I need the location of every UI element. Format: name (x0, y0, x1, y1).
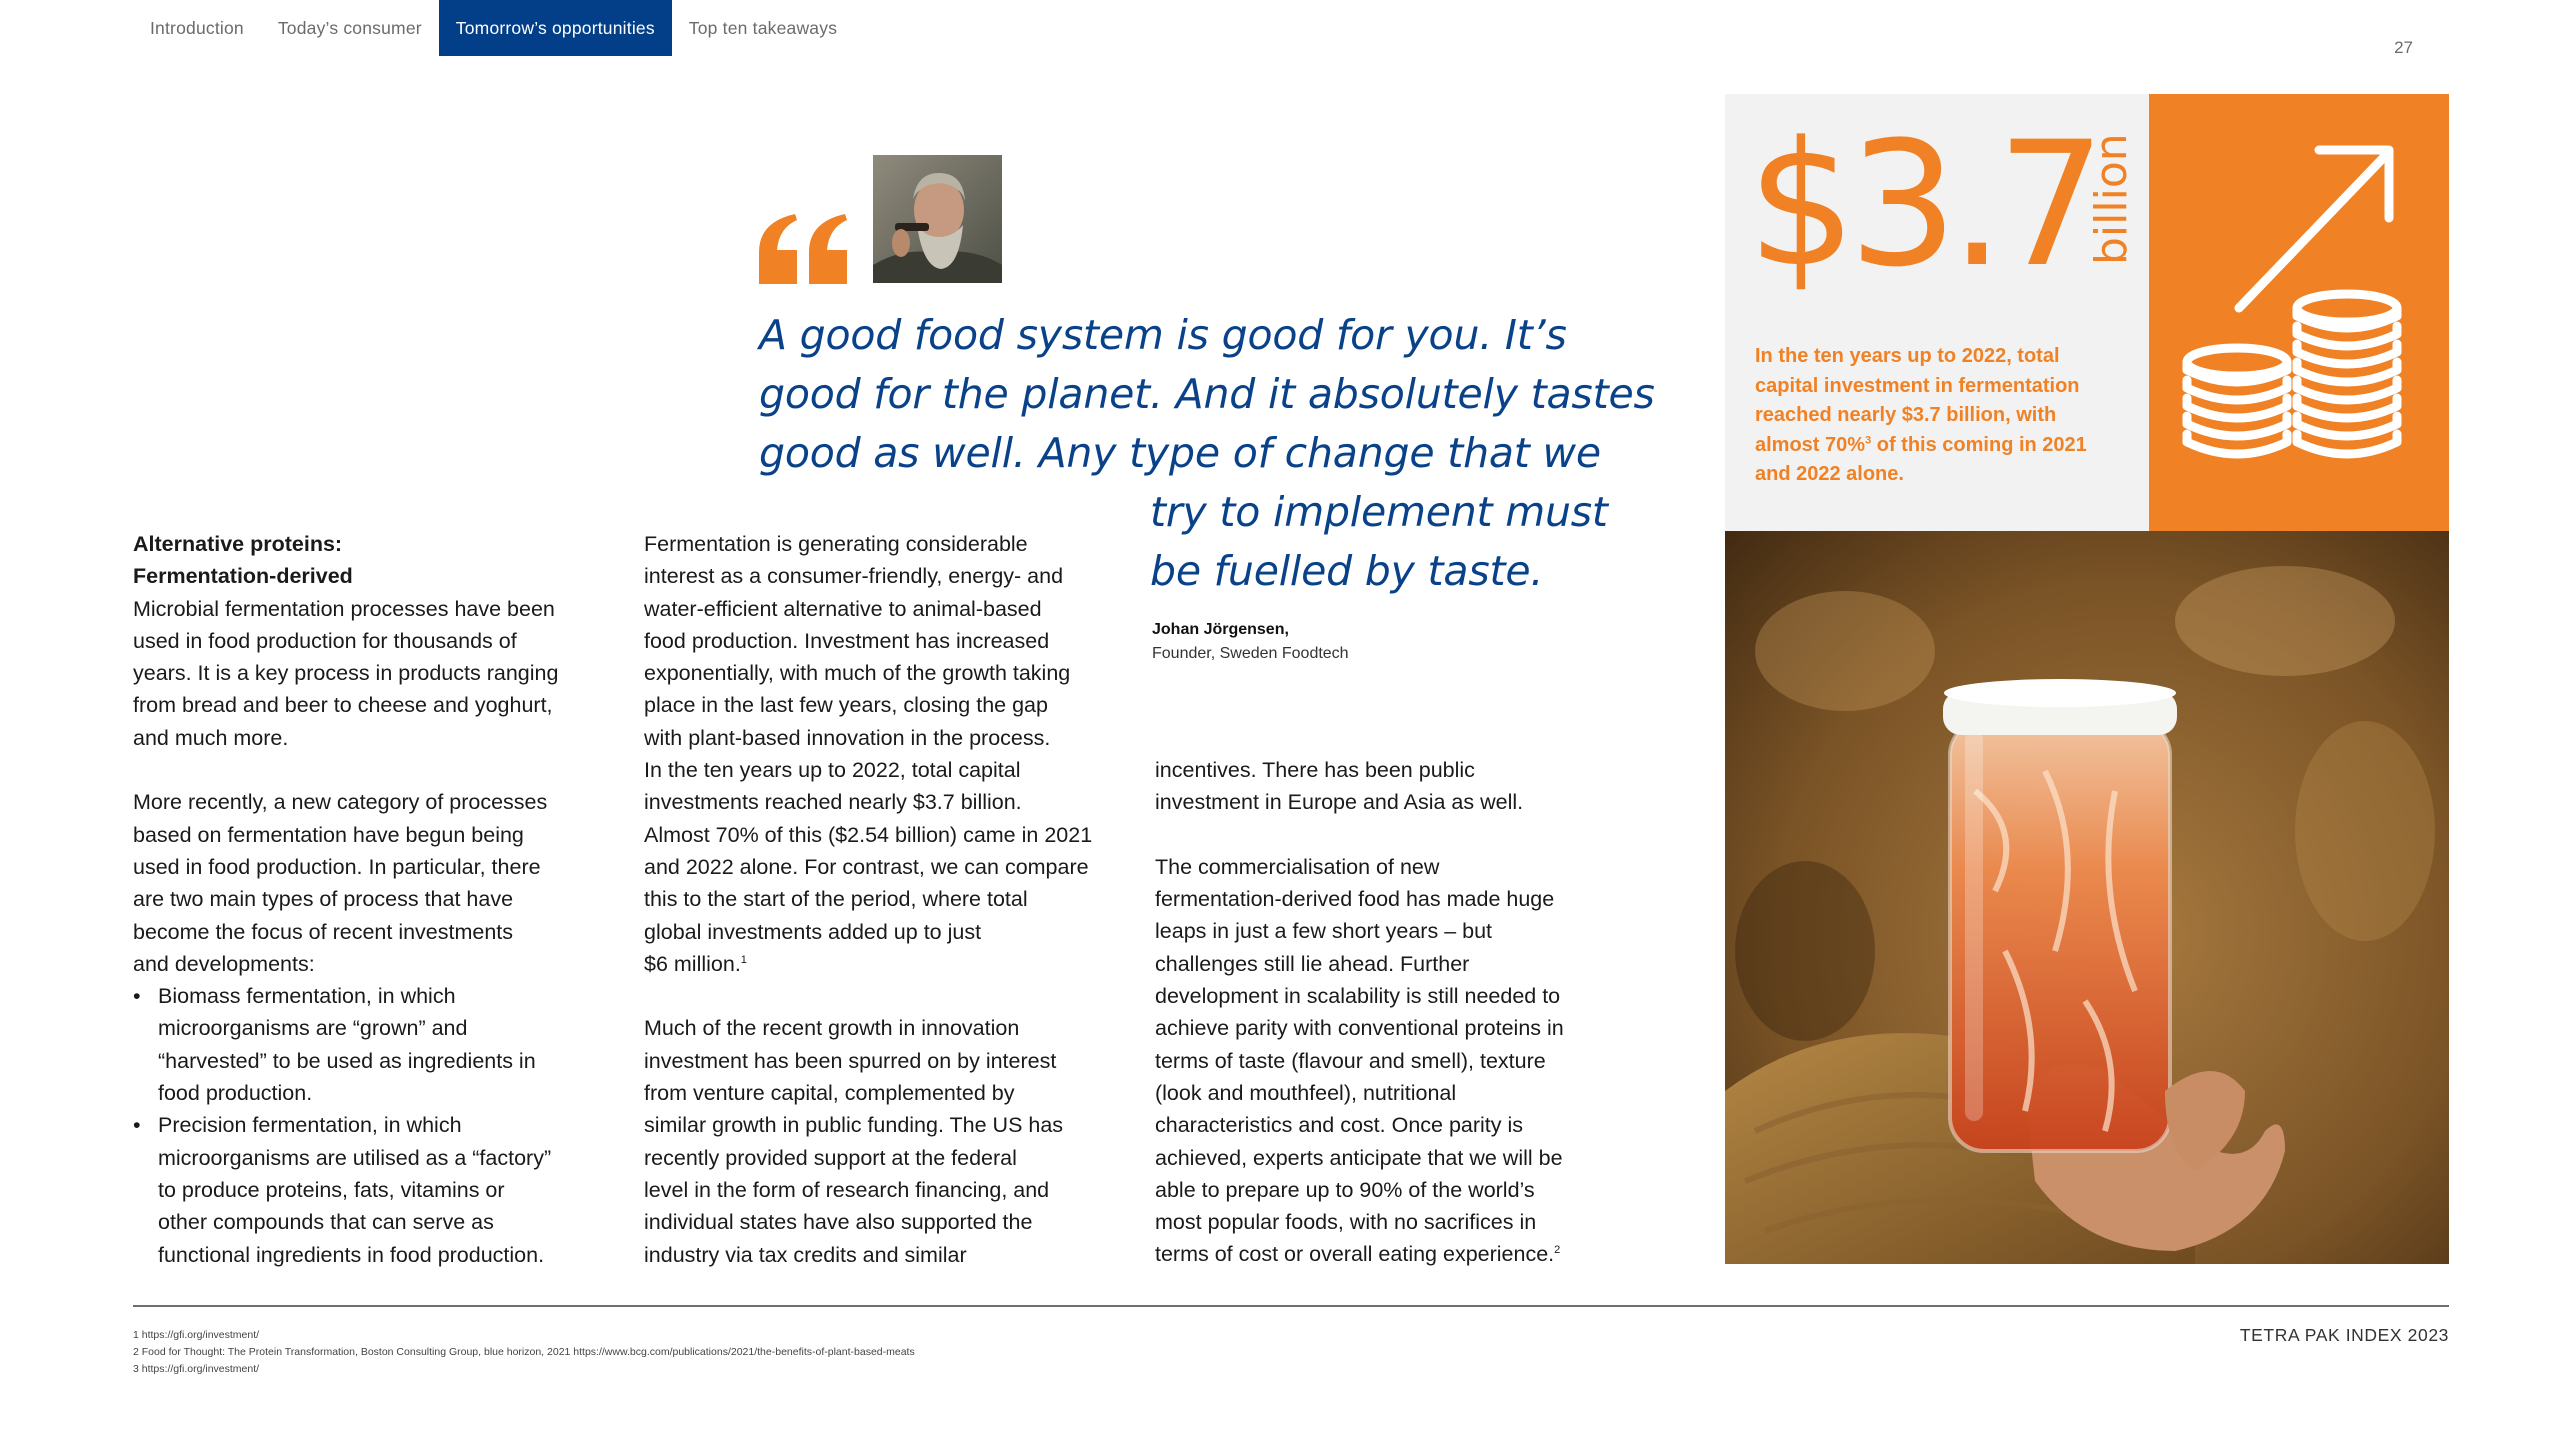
quote-line: A good food system is good for you. It’s (759, 311, 1567, 359)
page-number: 27 (2394, 38, 2413, 57)
footnote: 1 https://gfi.org/investment/ (133, 1329, 260, 1341)
quote-line: try to implement must (1150, 488, 1608, 536)
section-heading: Fermentation-derived (133, 564, 353, 589)
tab-top-ten-takeaways[interactable]: Top ten takeaways (688, 17, 838, 38)
stat-caption-line: and 2022 alone. (1755, 463, 1904, 485)
stat-caption-line: capital investment in fermentation (1755, 374, 2080, 397)
stat-caption-line: reached nearly $3.7 billion, with (1755, 404, 2057, 426)
paragraph-line: characteristics and cost. Once parity is (1155, 1113, 1524, 1138)
paragraph-line: In the ten years up to 2022, total capital (644, 758, 1021, 783)
paragraph-line (644, 948, 1092, 980)
paragraph-line: food production. Investment has increased (644, 628, 1050, 653)
paragraph-line: interest as a consumer-friendly, energy- and (644, 564, 1064, 589)
paragraph-line: based on fermentation have begun being (133, 822, 524, 847)
bullet-line: Biomass fermentation, in which (158, 984, 456, 1009)
paragraph-line: fermentation-derived food has made huge (1155, 887, 1555, 912)
bullet-line: Precision fermentation, in which (158, 1113, 462, 1138)
paragraph-line: achieve parity with conventional proteins in (1155, 1016, 1564, 1041)
body-column-2 (644, 528, 1092, 1271)
paragraph-line: recently provided support at the federal (644, 1145, 1017, 1170)
footnote: 2 Food for Thought: The Protein Transformation, Boston Consulting Group, blue horizon, 2021 https://www.bcg.com/publications/2021/the-benefits-of-plant-based-meats (133, 1346, 915, 1358)
quote-mark-icon (759, 214, 849, 284)
paragraph-line: incentives. There has been public (1155, 758, 1475, 782)
paragraph-line: able to prepare up to 90% of the world’s (1155, 1177, 1535, 1202)
paragraph-line: water-efficient alternative to animal-based (644, 596, 1042, 621)
paragraph-line: investment in Europe and Asia as well. (1155, 790, 1524, 815)
paragraph-line: The commercialisation of new (1155, 854, 1440, 879)
stat-caption (1755, 342, 2115, 490)
author-portrait (873, 155, 1002, 283)
body-column-1 (133, 528, 558, 1271)
quote-line: be fuelled by taste. (1150, 547, 1544, 595)
stat-caption-text: of this coming in 2021 (1871, 433, 2087, 456)
bullet-line: to produce proteins, fats, vitamins or (158, 1177, 505, 1202)
paragraph-line (1155, 1238, 1564, 1270)
paragraph-line: investments reached nearly $3.7 billion. (644, 790, 1022, 815)
paragraph-line: from bread and beer to cheese and yoghurt, (133, 693, 553, 718)
paragraph-line: (look and mouthfeel), nutritional (1155, 1080, 1457, 1105)
paragraph-line: become the focus of recent investments (133, 919, 514, 944)
paragraph-line: challenges still lie ahead. Further (1155, 951, 1470, 976)
paragraph-line: industry via tax credits and similar (644, 1242, 967, 1267)
paragraph-line: level in the form of research financing, and (644, 1177, 1050, 1202)
stat-value: $3.7 (1747, 104, 2098, 305)
paragraph-line: this to the start of the period, where total (644, 887, 1028, 912)
paragraph-line: and much more. (133, 725, 289, 750)
paragraph-line: are two main types of process that have (133, 887, 514, 912)
paragraph-line: achieved, experts anticipate that we will be (1155, 1145, 1563, 1170)
bullet-line: microorganisms are utilised as a “factory” (158, 1145, 552, 1170)
bullet-symbol: • (133, 1113, 141, 1138)
footnotes (133, 1327, 915, 1378)
paragraph-line: leaps in just a few short years – but (1155, 919, 1493, 944)
bullet-line: functional ingredients in food production. (158, 1242, 545, 1267)
quote-author-role: Founder, Sweden Foodtech (1152, 645, 1349, 662)
paragraph-line: Fermentation is generating considerable (644, 532, 1028, 556)
rising-arrow-coins-icon (2149, 94, 2449, 531)
stat-caption-text: almost 70% (1755, 433, 1866, 456)
top-nav (133, 0, 854, 56)
tab-introduction[interactable]: Introduction (150, 17, 244, 38)
paragraph-line: exponentially, with much of the growth taking (644, 661, 1071, 686)
paragraph-line: individual states have also supported the (644, 1210, 1033, 1235)
paragraph-line: most popular foods, with no sacrifices in (1155, 1210, 1537, 1235)
paragraph-text: $6 million. (644, 951, 741, 976)
footnote-ref[interactable]: 1 (740, 953, 747, 966)
body-column-3 (1155, 754, 1564, 1271)
footer-divider (133, 1305, 2449, 1307)
paragraph-line: and 2022 alone. For contrast, we can compare (644, 854, 1089, 879)
paragraph-line: with plant-based innovation in the process. (644, 725, 1051, 750)
paragraph-line: terms of taste (flavour and smell), texture (1155, 1048, 1546, 1073)
paragraph-line: years. It is a key process in products ranging (133, 661, 559, 686)
paragraph-line: investment has been spurred on by interest (644, 1048, 1057, 1073)
bullet-item (133, 980, 558, 1109)
tab-tomorrows-opportunities[interactable]: Tomorrow’s opportunities (439, 0, 672, 56)
paragraph-line: and developments: (133, 951, 315, 976)
paragraph-line: used in food production. In particular, there (133, 854, 541, 879)
quote-line: good as well. Any type of change that we (759, 429, 1601, 477)
paragraph-line: used in food production for thousands of (133, 628, 517, 653)
paragraph-line: development in scalability is still needed to (1155, 984, 1561, 1009)
paragraph-text: terms of cost or overall eating experience. (1155, 1242, 1555, 1267)
bullet-line: “harvested” to be used as ingredients in (158, 1048, 536, 1073)
paragraph-line: Microbial fermentation processes have been (133, 596, 555, 621)
stat-unit: billion (2086, 133, 2137, 265)
fermented-jar-photo (1725, 531, 2449, 1264)
paragraph-line: from venture capital, complemented by (644, 1081, 1015, 1106)
stat-caption-line (1755, 431, 2115, 461)
footnote: 3 https://gfi.org/investment/ (133, 1363, 260, 1375)
bullet-item (133, 1109, 558, 1270)
quote-line: good for the planet. And it absolutely tastes (759, 370, 1655, 418)
paragraph-line: place in the last few years, closing the gap (644, 693, 1048, 718)
section-heading: Alternative proteins: (133, 532, 343, 556)
paragraph-line: similar growth in public funding. The US has (644, 1113, 1064, 1138)
brand-label: TETRA PAK INDEX 2023 (2239, 1325, 2449, 1345)
paragraph-line: global investments added up to just (644, 919, 982, 944)
quote-author: Johan Jörgensen, (1152, 621, 1289, 638)
paragraph-line: Much of the recent growth in innovation (644, 1016, 1020, 1041)
tab-todays-consumer[interactable]: Today’s consumer (277, 17, 422, 38)
footnote-ref[interactable]: 3 (1865, 433, 1872, 446)
bullet-symbol: • (133, 984, 141, 1009)
bullet-line: microorganisms are “grown” and (158, 1016, 468, 1041)
paragraph-line: Almost 70% of this ($2.54 billion) came in 2021 (644, 822, 1093, 847)
footnote-ref[interactable]: 2 (1554, 1244, 1561, 1257)
bullet-line: other compounds that can serve as (158, 1210, 494, 1235)
investment-icon-panel (2149, 94, 2449, 531)
stat-caption-line: In the ten years up to 2022, total (1755, 345, 2060, 367)
paragraph-line: More recently, a new category of processes (133, 790, 548, 815)
bullet-line: food production. (158, 1081, 313, 1106)
